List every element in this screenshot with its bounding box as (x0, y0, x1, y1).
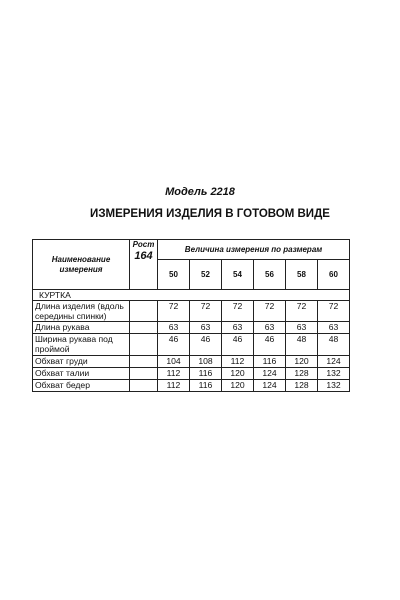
table-cell: 104 (158, 356, 190, 368)
size-header-cell: 52 (190, 260, 222, 290)
table-cell: 124 (254, 368, 286, 380)
table-row (33, 356, 350, 368)
table-row (33, 301, 350, 322)
table-cell: 112 (158, 368, 190, 380)
table-cell: 120 (222, 380, 254, 392)
size-header-cell: 56 (254, 260, 286, 290)
table-cell: 63 (158, 322, 190, 334)
rost-empty-cell (130, 334, 158, 356)
table-cell: 116 (190, 368, 222, 380)
table-cell: 46 (254, 334, 286, 356)
table-cell: 128 (286, 368, 318, 380)
rost-value: 164 (134, 250, 153, 262)
size-header-cell: 54 (222, 260, 254, 290)
table-cell: 124 (318, 356, 350, 368)
section-row (33, 290, 350, 301)
table-cell: 116 (254, 356, 286, 368)
table-cell: 124 (254, 380, 286, 392)
rost-empty-cell (130, 322, 158, 334)
model-title: Модель 2218 (165, 186, 235, 198)
row-label: Ширина рукава под проймой (33, 334, 130, 356)
measurements-table (32, 239, 350, 392)
table-cell: 63 (254, 322, 286, 334)
table-cell: 72 (158, 301, 190, 322)
table-row (33, 334, 350, 356)
header-rost-cell (130, 240, 158, 290)
size-header-cell: 50 (158, 260, 190, 290)
section-label: КУРТКА (33, 290, 350, 301)
row-label: Длина изделия (вдоль середины спинки) (33, 301, 130, 322)
table-cell: 72 (190, 301, 222, 322)
size-header-cell: 58 (286, 260, 318, 290)
table-cell: 46 (190, 334, 222, 356)
table-cell: 120 (222, 368, 254, 380)
table-cell: 112 (158, 380, 190, 392)
table-header-row (33, 240, 350, 260)
table-cell: 112 (222, 356, 254, 368)
table-row (33, 380, 350, 392)
table-cell: 72 (254, 301, 286, 322)
row-label: Обхват груди (33, 356, 130, 368)
table-row (33, 368, 350, 380)
table-cell: 116 (190, 380, 222, 392)
row-label: Обхват бедер (33, 380, 130, 392)
header-sizes-group: Величина измерения по размерам (158, 240, 350, 260)
table-cell: 72 (286, 301, 318, 322)
rost-empty-cell (130, 368, 158, 380)
table-cell: 63 (222, 322, 254, 334)
table-cell: 120 (286, 356, 318, 368)
rost-label: Рост (132, 240, 155, 249)
table-cell: 108 (190, 356, 222, 368)
table-cell: 128 (286, 380, 318, 392)
row-label: Обхват талии (33, 368, 130, 380)
table-cell: 132 (318, 380, 350, 392)
table-cell: 48 (318, 334, 350, 356)
table-cell: 48 (286, 334, 318, 356)
table-cell: 63 (318, 322, 350, 334)
table-cell: 132 (318, 368, 350, 380)
rost-empty-cell (130, 301, 158, 322)
table-row (33, 322, 350, 334)
table-cell: 72 (222, 301, 254, 322)
rost-empty-cell (130, 380, 158, 392)
table-cell: 72 (318, 301, 350, 322)
row-label: Длина рукава (33, 322, 130, 334)
table-cell: 63 (190, 322, 222, 334)
page-title: ИЗМЕРЕНИЯ ИЗДЕЛИЯ В ГОТОВОМ ВИДЕ (90, 208, 330, 220)
rost-empty-cell (130, 356, 158, 368)
size-header-cell: 60 (318, 260, 350, 290)
table-cell: 46 (222, 334, 254, 356)
table-cell: 63 (286, 322, 318, 334)
table-cell: 46 (158, 334, 190, 356)
header-name-cell: Наименование измерения (33, 240, 130, 290)
